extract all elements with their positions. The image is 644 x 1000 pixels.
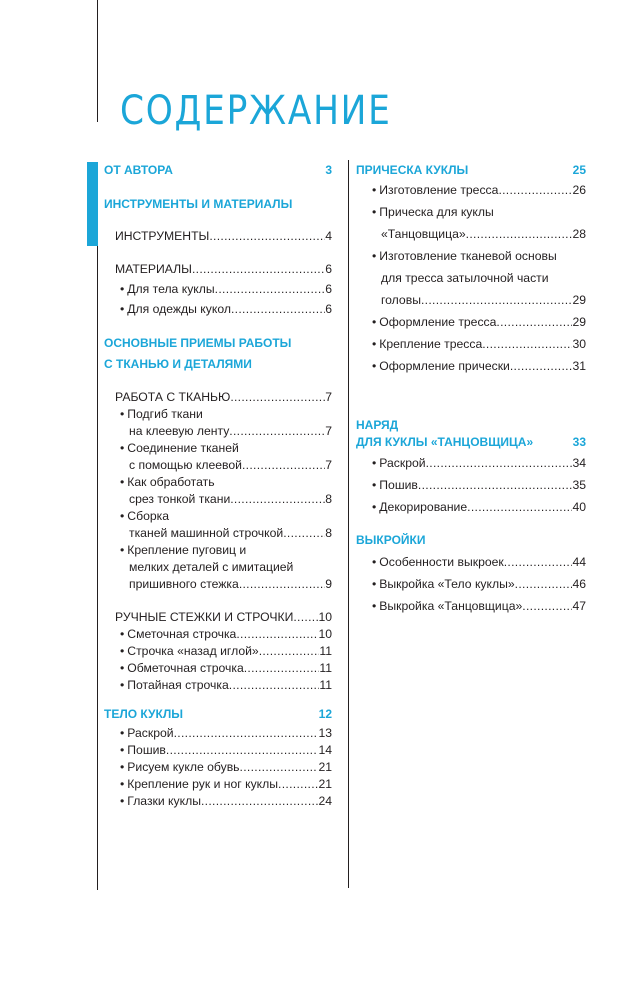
entry-label: • Крепление рук и ног куклы (120, 776, 278, 793)
entry-label: • Потайная строчка (120, 677, 229, 694)
dot-leader (293, 609, 318, 626)
entry-label: тканей машинной строчкой (129, 526, 284, 540)
toc-entry-hairstyle[interactable] (356, 204, 586, 243)
toc-entry-outfit-cut[interactable] (356, 455, 586, 472)
center-rule (348, 160, 349, 888)
accent-bar (87, 162, 98, 246)
entry-label: головы (381, 293, 421, 307)
page-number: 8 (325, 526, 332, 540)
entry-label: • Крепление пуговиц и (120, 542, 332, 559)
dot-leader (166, 742, 319, 759)
dot-leader (231, 301, 325, 318)
dot-leader (209, 228, 325, 245)
page-number: 7 (325, 424, 332, 438)
page-number: 4 (325, 229, 332, 243)
toc-entry-materials-clothes[interactable] (104, 301, 332, 318)
entry-label: • Пошив (120, 742, 166, 759)
toc-entry-gathering[interactable] (104, 508, 332, 542)
toc-entry-blindstitch[interactable] (104, 677, 332, 694)
page-number: 34 (572, 456, 586, 470)
dot-leader (244, 660, 320, 677)
toc-entry-pattern-dancer[interactable] (356, 598, 586, 615)
page-number: 6 (325, 302, 332, 316)
toc-heading-patterns[interactable] (356, 532, 586, 549)
toc-heading-techniques[interactable] (104, 335, 332, 373)
toc-heading-outfit[interactable] (356, 417, 586, 451)
toc-entry-edge[interactable] (104, 474, 332, 508)
entry-label: • Выкройка «Тело куклы» (372, 576, 515, 593)
page-number: 12 (318, 707, 332, 721)
entry-label: • Пошив (372, 477, 418, 494)
toc-heading-tools-materials[interactable] (104, 196, 332, 213)
entry-label: срез тонкой ткани (129, 492, 231, 506)
toc-entry-pattern-body[interactable] (356, 576, 586, 593)
toc-entry-joining[interactable] (104, 440, 332, 474)
entry-label: • Изготовление тресса (372, 182, 498, 199)
toc-entry-outfit-sew[interactable] (356, 477, 586, 494)
page-number: 24 (318, 794, 332, 808)
heading-label: ИНСТРУМЕНТЫ И МАТЕРИАЛЫ (104, 197, 293, 211)
dot-leader (510, 358, 573, 375)
toc-heading-body[interactable] (104, 706, 332, 723)
entry-label: для тресса затылочной части (381, 271, 549, 285)
dot-leader (418, 477, 573, 494)
dot-leader (522, 598, 572, 615)
toc-entry-tress-design[interactable] (356, 314, 586, 331)
dot-leader (466, 226, 573, 243)
top-rule (97, 0, 98, 122)
entry-label: • Рисуем кукле обувь (120, 759, 240, 776)
page-number: 11 (319, 644, 332, 658)
page-number: 3 (325, 163, 332, 177)
dot-leader (240, 759, 319, 776)
heading-label: ПРИЧЕСКА КУКЛЫ (356, 163, 469, 177)
page-number: 29 (572, 315, 586, 329)
entry-label: • Соединение тканей (120, 440, 332, 457)
entry-label: • Глазки куклы (120, 793, 201, 810)
toc-entry-basting[interactable] (104, 626, 332, 643)
dot-leader (496, 314, 572, 331)
page-number: 6 (325, 262, 332, 276)
entry-label: • Раскрой (120, 725, 174, 742)
entry-label: • Для тела куклы (120, 281, 215, 298)
page-number: 47 (572, 599, 586, 613)
entry-label: • Для одежды кукол (120, 301, 231, 318)
toc-entry-stitches[interactable] (104, 609, 332, 626)
page-number: 29 (572, 293, 586, 307)
page-number: 33 (572, 435, 586, 449)
toc-entry-pattern-features[interactable] (356, 554, 586, 571)
entry-label: • Как обработать (120, 474, 332, 491)
dot-leader (239, 576, 325, 593)
left-rule (97, 162, 98, 890)
page-number: 40 (572, 500, 586, 514)
heading-label: ДЛЯ КУКЛЫ «ТАНЦОВЩИЦА» (356, 435, 534, 449)
page-number: 7 (325, 390, 332, 404)
entry-label: • Прическа для куклы (372, 204, 586, 221)
toc-entry-materials-body[interactable] (104, 281, 332, 298)
entry-label: на клеевую ленту (129, 424, 230, 438)
toc-entry-tress-attach[interactable] (356, 336, 586, 353)
page-number: 21 (318, 760, 332, 774)
dot-leader (259, 643, 320, 660)
page-number: 44 (572, 555, 586, 569)
dot-leader (236, 626, 318, 643)
heading-label: ТЕЛО КУКЛЫ (104, 707, 184, 721)
page-number: 10 (318, 627, 332, 641)
dot-leader (230, 491, 325, 508)
dot-leader (421, 292, 572, 309)
dot-leader (283, 525, 325, 542)
entry-label: мелких деталей с имитацией (129, 560, 294, 574)
entry-label: • Обметочная строчка (120, 660, 244, 677)
heading-label: ВЫКРОЙКИ (356, 533, 426, 547)
dot-leader (242, 457, 325, 474)
dot-leader (278, 776, 318, 793)
dot-leader (215, 281, 326, 298)
toc-entry-body-sew[interactable] (104, 742, 332, 759)
entry-label: • Оформление прически (372, 358, 510, 375)
toc-right-column (356, 162, 586, 615)
entry-label: МАТЕРИАЛЫ (115, 262, 192, 276)
page-number: 26 (572, 183, 586, 197)
entry-label: ИНСТРУМЕНТЫ (115, 229, 210, 243)
toc-entry-fabric-base[interactable] (356, 248, 586, 309)
page-number: 7 (325, 458, 332, 472)
page-number: 6 (325, 282, 332, 296)
page-number: 46 (572, 577, 586, 591)
page-number: 30 (572, 337, 586, 351)
dot-leader (192, 261, 325, 278)
entry-label: • Крепление тресса (372, 336, 482, 353)
page-number: 35 (572, 478, 586, 492)
page-number: 11 (319, 678, 332, 692)
entry-label: • Строчка «назад иглой» (120, 643, 259, 660)
heading-label: С ТКАНЬЮ И ДЕТАЛЯМИ (104, 357, 252, 371)
entry-label: с помощью клеевой (129, 458, 242, 472)
entry-label: • Подгиб ткани (120, 406, 332, 423)
dot-leader (230, 389, 325, 406)
dot-leader (504, 554, 573, 571)
heading-label: ОТ АВТОРА (104, 163, 173, 177)
toc-entry-overcast[interactable] (104, 660, 332, 677)
toc-entry-backstitch[interactable] (104, 643, 332, 660)
toc-entry-limbs[interactable] (104, 776, 332, 793)
page-number: 14 (318, 743, 332, 757)
toc-heading-author[interactable] (104, 162, 332, 179)
dot-leader (229, 677, 320, 694)
page-number: 25 (572, 163, 586, 177)
toc-entry-hem[interactable] (104, 406, 332, 440)
heading-label: НАРЯД (356, 418, 399, 432)
dot-leader (498, 182, 572, 199)
dot-leader (229, 423, 325, 440)
toc-entry-hair-design[interactable] (356, 358, 586, 375)
toc-entry-tools[interactable] (104, 228, 332, 245)
entry-label: • Оформление тресса (372, 314, 496, 331)
toc-entry-buttons[interactable] (104, 542, 332, 593)
entry-label: «Танцовщица» (381, 227, 466, 241)
toc-left-column (104, 162, 332, 810)
page-number: 10 (318, 610, 332, 624)
page-number: 8 (325, 492, 332, 506)
dot-leader (482, 336, 572, 353)
page-number: 9 (325, 577, 332, 591)
heading-label: ОСНОВНЫЕ ПРИЕМЫ РАБОТЫ (104, 336, 292, 350)
dot-leader (426, 455, 573, 472)
entry-label: РАБОТА С ТКАНЬЮ (115, 390, 231, 404)
page-title: СОДЕРЖАНИЕ (120, 88, 392, 134)
dot-leader (467, 499, 572, 516)
entry-label: • Сметочная строчка (120, 626, 236, 643)
entry-label: • Сборка (120, 508, 332, 525)
entry-label: РУЧНЫЕ СТЕЖКИ И СТРОЧКИ (115, 610, 294, 624)
page-number: 11 (319, 661, 332, 675)
page-number: 31 (572, 359, 586, 373)
toc-entry-eyes[interactable] (104, 793, 332, 810)
entry-label: • Изготовление тканевой основы (372, 248, 586, 265)
page-number: 28 (572, 227, 586, 241)
toc-entry-decor[interactable] (356, 499, 586, 516)
entry-label: • Особенности выкроек (372, 554, 504, 571)
toc-entry-tress[interactable] (356, 182, 586, 199)
dot-leader (174, 725, 319, 742)
entry-label: • Выкройка «Танцовщица» (372, 598, 522, 615)
entry-label: пришивного стежка (129, 577, 239, 591)
toc-entry-body-cut[interactable] (104, 725, 332, 742)
page-number: 13 (318, 726, 332, 740)
toc-entry-materials[interactable] (104, 261, 332, 278)
toc-entry-shoes[interactable] (104, 759, 332, 776)
dot-leader (201, 793, 318, 810)
toc-entry-fabric-work[interactable] (104, 389, 332, 406)
toc-heading-hair[interactable] (356, 162, 586, 179)
dot-leader (515, 576, 573, 593)
entry-label: • Раскрой (372, 455, 426, 472)
page-number: 21 (318, 777, 332, 791)
entry-label: • Декорирование (372, 499, 467, 516)
